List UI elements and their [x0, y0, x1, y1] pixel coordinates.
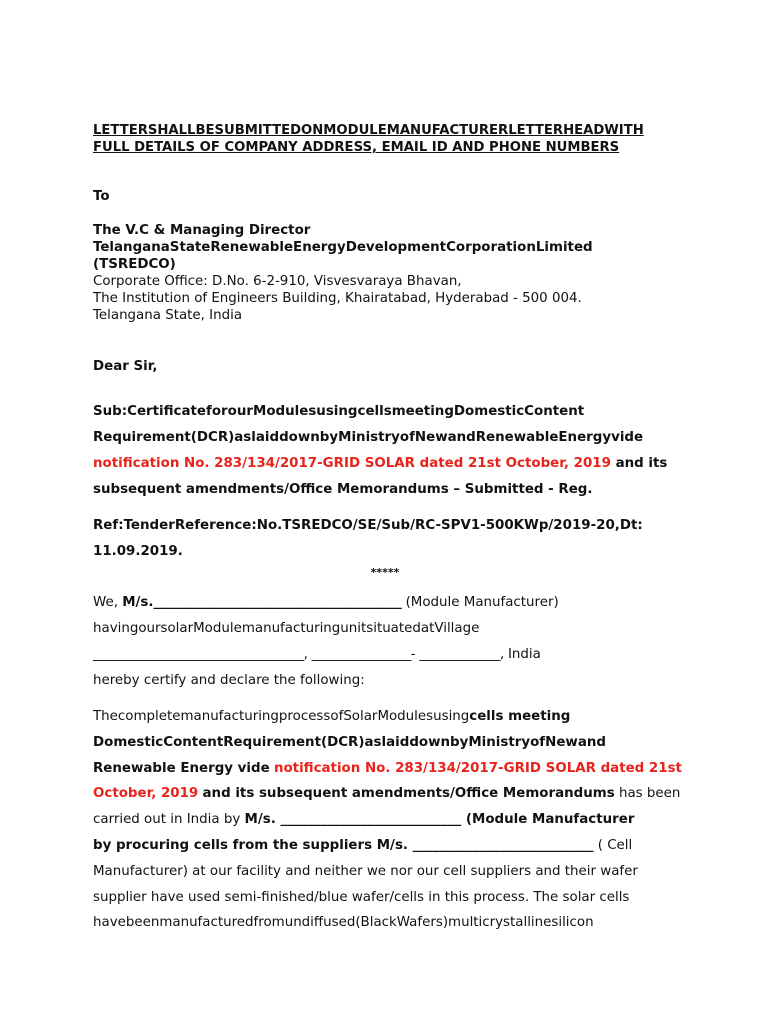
- subject-word: by: [319, 430, 339, 445]
- paragraph-line-5-bold: M/s. ___________________________ (Module Manufacturer: [244, 812, 635, 828]
- paragraph-word: multicrystalline: [448, 915, 552, 931]
- reference-word: Tender: [123, 518, 175, 533]
- paragraph-word: laid: [381, 734, 410, 750]
- reference-line-2: 11.09.2019.: [93, 544, 183, 559]
- paragraph-line-1: [93, 704, 677, 730]
- paragraph-word: been: [125, 915, 160, 931]
- heading-word: WITH: [604, 123, 644, 138]
- paragraph-word: down: [409, 734, 451, 750]
- reference-block: [93, 513, 677, 565]
- subject-word: New: [414, 430, 448, 445]
- paragraph-word: Ministry: [468, 734, 531, 750]
- paragraph-word: have: [93, 915, 126, 931]
- heading-word: LETTER: [93, 123, 148, 138]
- subject-word: Content: [524, 404, 585, 419]
- subject-word: meeting: [391, 404, 454, 419]
- subject-word: using: [316, 404, 358, 419]
- subject-word: Energy: [558, 430, 612, 445]
- to-label: To: [93, 189, 110, 204]
- paragraph-word: (DCR): [321, 734, 365, 750]
- paragraph-word: New: [545, 734, 578, 750]
- company-name-blank: ________________________________________: [153, 595, 402, 610]
- reference-word: -SPV: [435, 518, 471, 533]
- heading-word: ON: [301, 123, 324, 138]
- declaration-word: having: [93, 621, 139, 636]
- declaration-line-1: [93, 590, 677, 616]
- declaration-word: solar: [160, 621, 194, 636]
- subject-word: Renewable: [475, 430, 559, 445]
- declaration-word: Module: [193, 621, 242, 636]
- certification-paragraph: [93, 704, 682, 936]
- paragraph-line-5-plain: carried out in India by: [93, 812, 241, 828]
- paragraph-word: Domestic: [93, 734, 164, 750]
- district-blank: ________________-: [311, 647, 416, 662]
- declaration-line-2: [93, 616, 677, 642]
- organization-word: Renewable: [210, 240, 294, 255]
- subject-word: Sub:: [93, 404, 128, 419]
- subject-word: and: [447, 430, 476, 445]
- paragraph-line-6-plain: ( Cell: [597, 837, 633, 853]
- paragraph-word: Modules: [377, 709, 434, 724]
- declaration-word: unit: [340, 621, 367, 636]
- declaration-word: Village: [434, 621, 480, 636]
- paragraph-word: by: [450, 734, 469, 750]
- reference-word: 1-500KWp/2019-20,: [470, 518, 620, 533]
- declaration-we: We,: [93, 595, 118, 610]
- state-blank: _____________,: [419, 647, 504, 662]
- declaration-line-3: [93, 642, 677, 668]
- separator-stars: *****: [370, 566, 400, 579]
- paragraph-line-6: [93, 833, 677, 859]
- declaration-role-2: Manufacturer): [463, 595, 559, 610]
- paragraph-line-7: Manufacturer) at our facility and neither we nor our cell suppliers and their wafer: [93, 863, 638, 879]
- recipient-abbreviation: (TSREDCO): [93, 257, 176, 272]
- subject-word: laid: [251, 430, 280, 445]
- heading-word: MANUFACTURER: [386, 123, 509, 138]
- paragraph-line-2: [93, 730, 677, 756]
- heading-word: MODULE: [323, 123, 387, 138]
- subject-word: Domestic: [453, 404, 525, 419]
- subject-word: as: [234, 430, 252, 445]
- declaration-word: our: [138, 621, 161, 636]
- paragraph-line-1-bold: cells meeting: [469, 709, 571, 724]
- subject-word: down: [279, 430, 320, 445]
- reference-word: Reference:: [174, 518, 257, 533]
- organization-word: Telangana: [93, 240, 170, 255]
- paragraph-word: (Black: [355, 915, 397, 931]
- paragraph-line-4-plain: has been: [618, 786, 681, 802]
- subject-line-2: [93, 425, 677, 451]
- heading-word: BE: [195, 123, 215, 138]
- paragraph-word: and: [577, 734, 606, 750]
- recipient-organization: [93, 239, 677, 256]
- subject-line-3-rest: and its: [615, 456, 668, 471]
- subject-block: [93, 399, 677, 503]
- subject-line-3: [93, 451, 677, 477]
- recipient-address: [93, 222, 677, 324]
- organization-word: Development: [345, 240, 447, 255]
- subject-word: (DCR): [190, 430, 235, 445]
- paragraph-word: using: [433, 709, 470, 724]
- paragraph-word: The: [93, 709, 118, 724]
- heading-word: HEAD: [563, 123, 605, 138]
- reference-word: No.: [256, 518, 283, 533]
- address-line-1: Corporate Office: D.No. 6-2-910, Visvesvaraya Bhavan,: [93, 274, 462, 289]
- subject-notification: notification No. 283/134/2017-GRID SOLAR dated 21st October, 2019: [93, 456, 611, 471]
- heading-line-2: FULL DETAILS OF COMPANY ADDRESS, EMAIL ID AND PHONE NUMBERS: [93, 140, 620, 155]
- organization-word: Limited: [535, 240, 593, 255]
- paragraph-word: as: [364, 734, 382, 750]
- reference-word: Dt:: [619, 518, 643, 533]
- heading-line-1: [93, 122, 677, 139]
- paragraph-word: manufactured: [159, 915, 254, 931]
- paragraph-word: of: [530, 734, 546, 750]
- subject-word: of: [399, 430, 415, 445]
- address-line-2: The Institution of Engineers Building, Khairatabad, Hyderabad - 500 004.: [93, 291, 582, 306]
- subject-word: our: [227, 404, 253, 419]
- declaration-ms: M/s.: [122, 595, 154, 610]
- subject-word: Ministry: [338, 430, 400, 445]
- heading-word: LETTER: [508, 123, 564, 138]
- paragraph-line-4-bold: and its subsequent amendments/Office Memorandums: [202, 786, 615, 802]
- paragraph-line-4: [93, 781, 681, 807]
- letter-heading: [93, 122, 677, 156]
- subject-word: cells: [357, 404, 392, 419]
- declaration-word: situated: [366, 621, 421, 636]
- village-blank: __________________________________,: [93, 647, 308, 662]
- declaration-line-4: hereby certify and declare the following:: [93, 673, 365, 688]
- paragraph-word: from: [253, 915, 285, 931]
- country-text: India: [507, 647, 541, 662]
- paragraph-notification-date: October, 2019: [93, 786, 199, 802]
- declaration-word: at: [420, 621, 435, 636]
- paragraph-line-5: [93, 807, 677, 833]
- heading-word: SHALL: [147, 123, 196, 138]
- paragraph-word: complete: [117, 709, 181, 724]
- declaration-word: manufacturing: [241, 621, 341, 636]
- paragraph-word: process: [278, 709, 331, 724]
- declaration-block: [93, 590, 677, 694]
- paragraph-word: Requirement: [223, 734, 321, 750]
- reference-word: Ref:: [93, 518, 124, 533]
- heading-word: SUBMITTED: [214, 123, 302, 138]
- reference-line-1: [93, 513, 677, 539]
- subject-word: Requirement: [93, 430, 191, 445]
- subject-word: for: [206, 404, 228, 419]
- address-line-3: Telangana State, India: [93, 308, 243, 323]
- organization-word: State: [169, 240, 211, 255]
- salutation: Dear Sir,: [93, 359, 158, 374]
- paragraph-word: Wafers): [396, 915, 449, 931]
- paragraph-line-6-bold: by procuring cells from the suppliers M/s. ___________________________: [93, 837, 594, 853]
- paragraph-notification: notification No. 283/134/2017-GRID SOLAR dated 21st: [273, 760, 682, 776]
- subject-word: Certificate: [127, 404, 207, 419]
- subject-word: vide: [611, 430, 644, 445]
- paragraph-word: silicon: [551, 915, 594, 931]
- paragraph-word: manufacturing: [180, 709, 279, 724]
- declaration-role: (Module: [405, 595, 460, 610]
- subject-line-1: [93, 399, 677, 425]
- paragraph-line-8: supplier have used semi-finished/blue wafer/cells in this process. The solar cells: [93, 889, 630, 905]
- reference-word: TSREDCO/SE/Sub/RC: [282, 518, 436, 533]
- paragraph-line-3: [93, 756, 682, 782]
- organization-word: Corporation: [446, 240, 536, 255]
- subject-line-4: subsequent amendments/Office Memorandums – Submitted - Reg.: [93, 482, 593, 497]
- paragraph-word: Solar: [343, 709, 378, 724]
- organization-word: Energy: [293, 240, 346, 255]
- declaration-company: [122, 595, 401, 610]
- paragraph-line-3-bold: Renewable Energy vide: [93, 760, 270, 776]
- subject-word: Modules: [253, 404, 317, 419]
- recipient-title: The V.C & Managing Director: [93, 223, 311, 238]
- paragraph-word: undiffused: [284, 915, 356, 931]
- paragraph-word: of: [330, 709, 344, 724]
- paragraph-line-9: [93, 910, 677, 936]
- paragraph-word: Content: [163, 734, 224, 750]
